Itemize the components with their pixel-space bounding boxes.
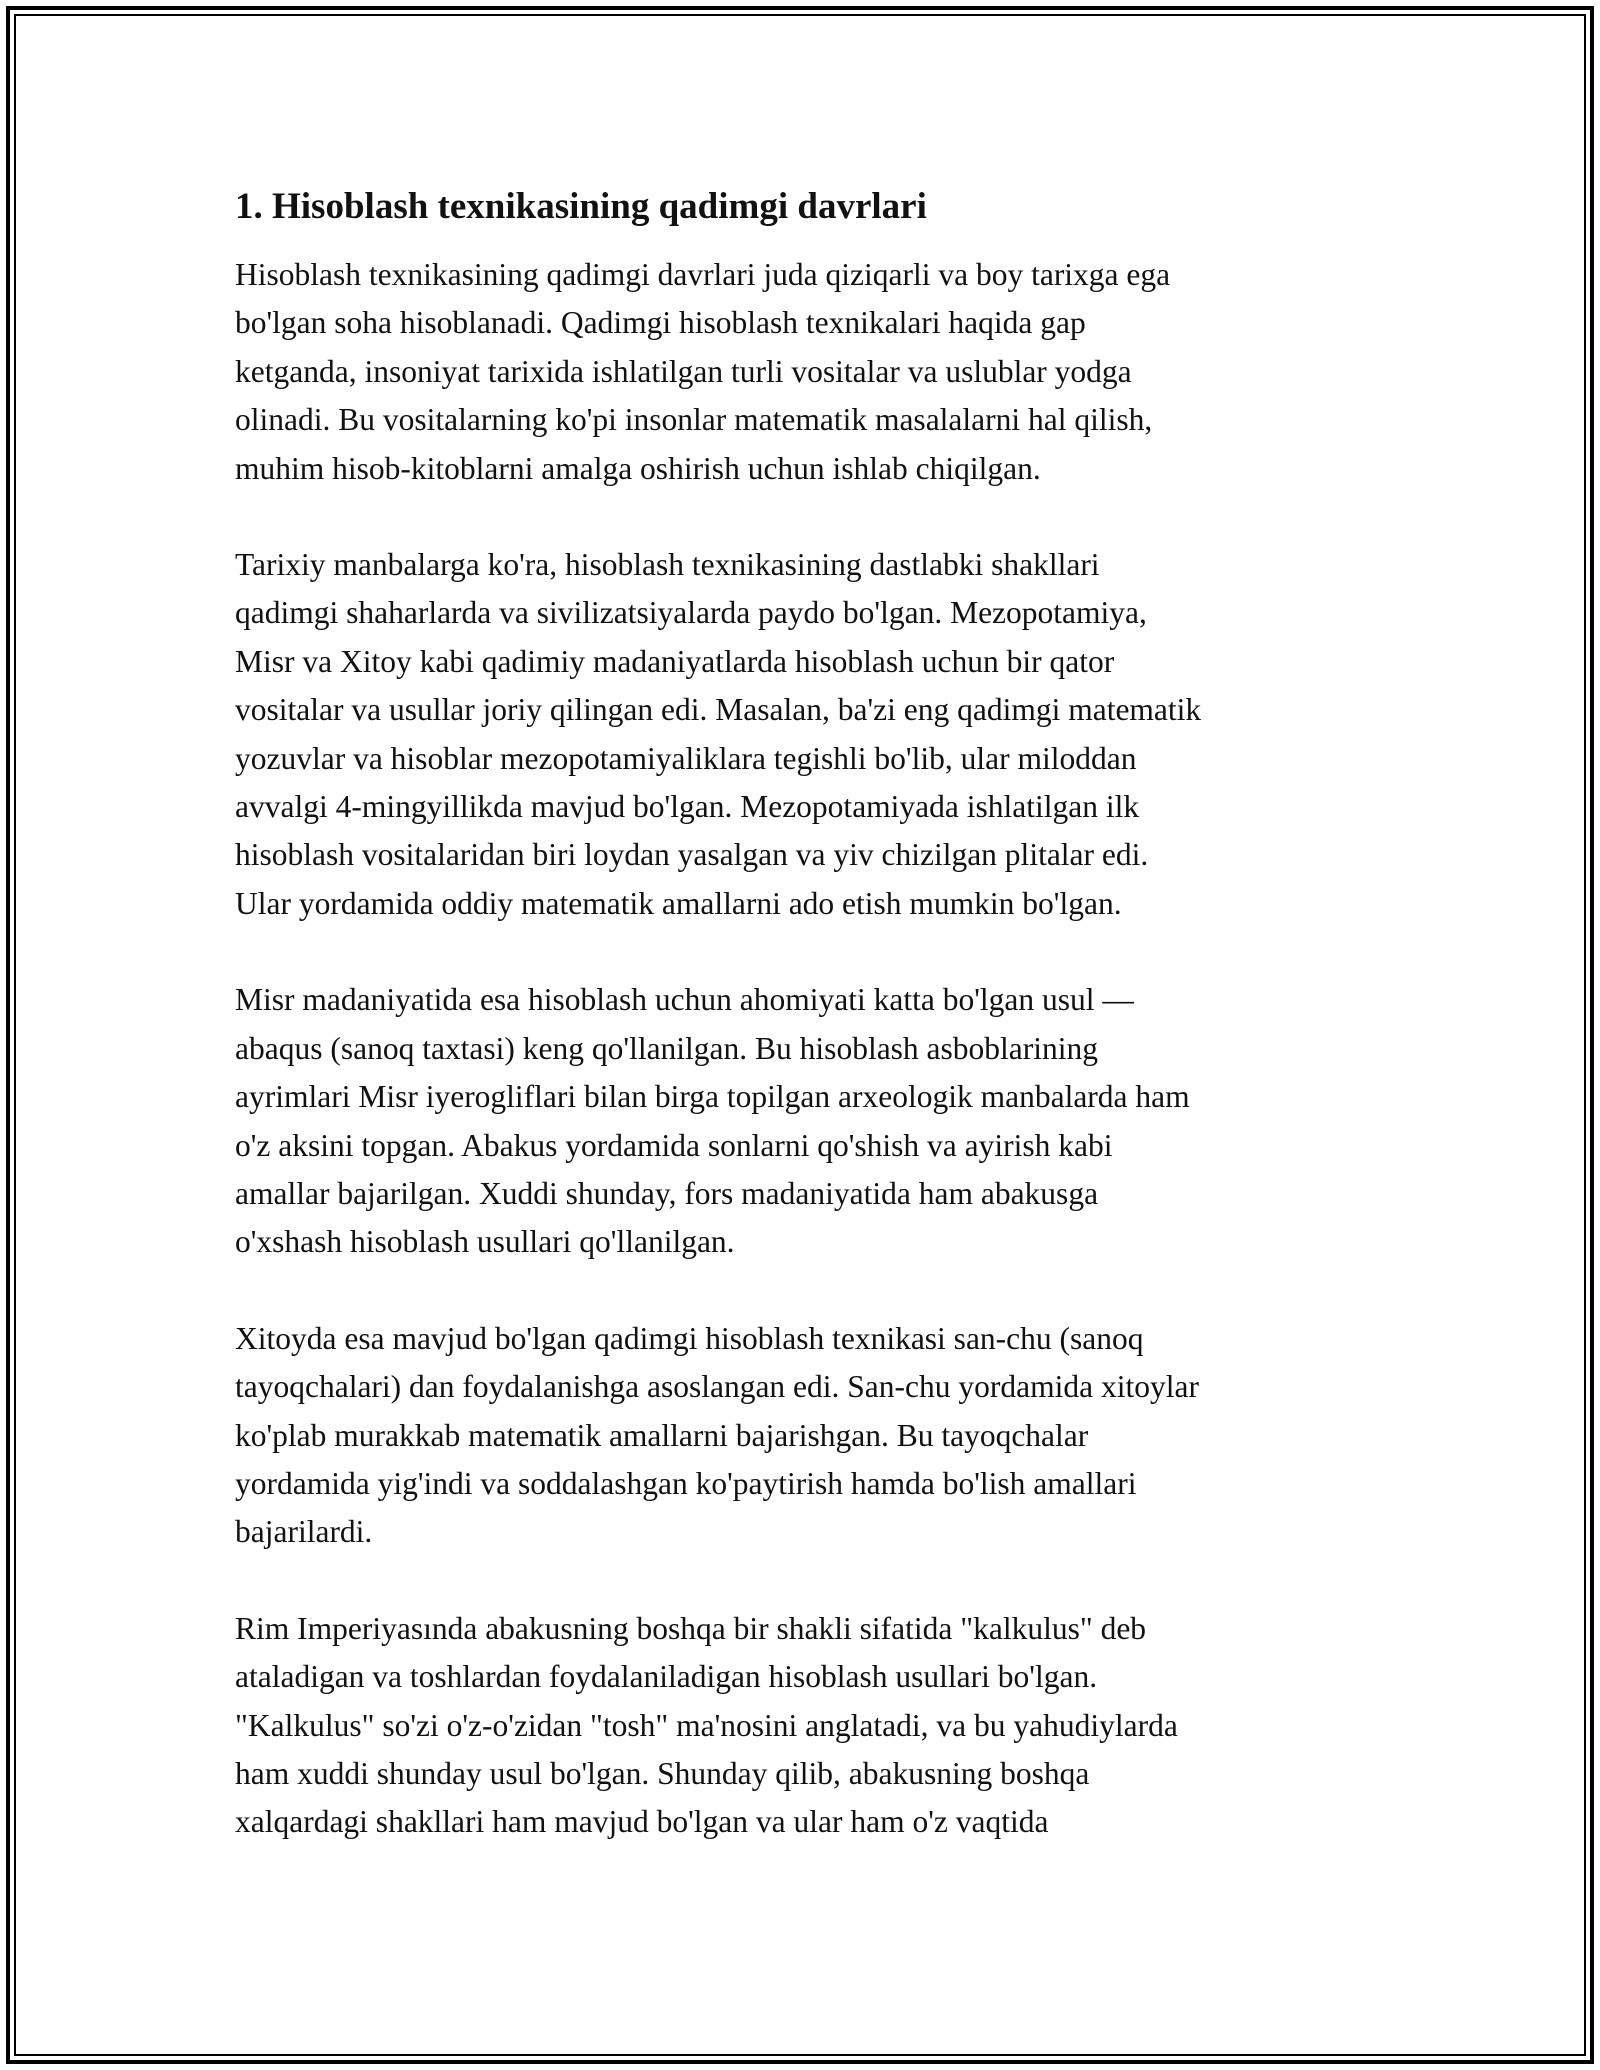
text-line: abaqus (sanoq taxtasi) keng qo'llanilgan. Bu hisoblash asboblarining	[235, 1030, 1099, 1066]
text-line: bajarilardi.	[235, 1514, 373, 1550]
text-line: o'z aksini topgan. Abakus yordamida sonlarni qo'shish va ayirish kabi	[235, 1127, 1113, 1163]
text-line: ko'plab murakkab matematik amallarni bajarishgan. Bu tayoqchalar	[235, 1417, 1089, 1453]
paragraph-5	[235, 1605, 1375, 1847]
text-line: ataladigan va toshlardan foydalaniladigan hisoblash usullari bo'lgan.	[235, 1659, 1098, 1695]
document-body	[235, 185, 1375, 1895]
text-line: Ular yordamida oddiy matematik amallarni ado etish mumkin bo'lgan.	[235, 885, 1122, 921]
text-line: muhim hisob-kitoblarni amalga oshirish uchun ishlab chiqilgan.	[235, 450, 1041, 486]
paragraph-2	[235, 541, 1375, 928]
text-line: yozuvlar va hisoblar mezopotamiyaliklara tegishli bo'lib, ular miloddan	[235, 740, 1137, 776]
text-line: ketganda, insoniyat tarixida ishlatilgan turli vositalar va uslublar yodga	[235, 353, 1132, 389]
text-line: Xitoyda esa mavjud bo'lgan qadimgi hisoblash texnikasi san-chu (sanoq	[235, 1320, 1144, 1356]
text-line: hisoblash vositalaridan biri loydan yasalgan va yiv chizilgan plitalar edi.	[235, 837, 1149, 873]
text-line: Misr va Xitoy kabi qadimiy madaniyatlarda hisoblash uchun bir qator	[235, 643, 1115, 679]
paragraph-3	[235, 976, 1375, 1266]
paragraph-1	[235, 251, 1375, 493]
text-line: Tarixiy manbalarga ko'ra, hisoblash texnikasining dastlabki shakllari	[235, 547, 1100, 583]
text-line: o'xshash hisoblash usullari qo'llanilgan.	[235, 1224, 735, 1260]
text-line: bo'lgan soha hisoblanadi. Qadimgi hisoblash texnikalari haqida gap	[235, 305, 1086, 341]
text-line: ham xuddi shunday usul bo'lgan. Shunday qilib, abakusning boshqa	[235, 1755, 1090, 1791]
text-line: Misr madaniyatida esa hisoblash uchun ahomiyati katta bo'lgan usul —	[235, 982, 1134, 1018]
text-line: tayoqchalari) dan foydalanishga asoslangan edi. San-chu yordamida xitoylar	[235, 1369, 1199, 1405]
text-line: vositalar va usullar joriy qilingan edi. Masalan, ba'zi eng qadimgi matematik	[235, 692, 1202, 728]
text-line: Rim Imperiyasında abakusning boshqa bir shakli sifatida "kalkulus" deb	[235, 1610, 1147, 1646]
text-line: Hisoblash texnikasining qadimgi davrlari juda qiziqarli va boy tarixga ega	[235, 257, 1171, 292]
text-line: qadimgi shaharlarda va sivilizatsiyalarda paydo bo'lgan. Mezopotamiya,	[235, 595, 1147, 631]
text-line: "Kalkulus" so'zi o'z-o'zidan "tosh" ma'nosini anglatadi, va bu yahudiylarda	[235, 1707, 1178, 1743]
text-line: amallar bajarilgan. Xuddi shunday, fors madaniyatida ham abakusga	[235, 1175, 1099, 1211]
text-line: yordamida yig'indi va soddalashgan ko'paytirish hamda bo'lish amallari	[235, 1465, 1137, 1501]
text-line: xalqardagi shakllari ham mavjud bo'lgan va ular ham o'z vaqtida	[235, 1804, 1049, 1840]
text-line: ayrimlari Misr iyerogliflari bilan birga topilgan arxeologik manbalarda ham	[235, 1079, 1190, 1115]
paragraph-4	[235, 1315, 1375, 1557]
text-line: olinadi. Bu vositalarning ko'pi insonlar matematik masalalarni hal qilish,	[235, 402, 1153, 438]
text-line: avvalgi 4-mingyillikda mavjud bo'lgan. Mezopotamiyada ishlatilgan ilk	[235, 789, 1140, 825]
section-heading: 1. Hisoblash texnikasining qadimgi davrlari	[235, 186, 927, 227]
